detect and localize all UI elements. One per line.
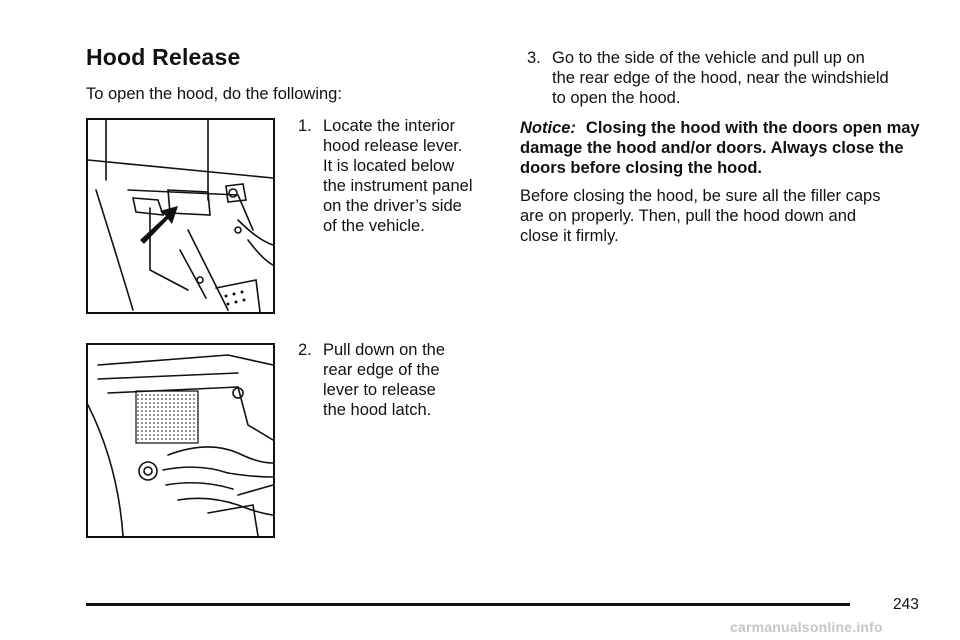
footer-rule [86,603,850,606]
notice-label: Notice: [520,119,576,137]
step-2 [298,340,498,420]
step-1-number: 1. [298,117,312,135]
page-number: 243 [893,596,919,613]
watermark: carmanualsonline.info [730,619,883,635]
hood-release-lever-illustration [86,118,275,314]
page-title: Hood Release [86,44,241,70]
notice-text: Closing the hood with the doors open may damage the hood and/or doors. Always close the doors before closing the hood. [520,119,920,177]
step-2-number: 2. [298,341,312,359]
step-3-text: Go to the side of the vehicle and pull up on the rear edge of the hood, near the windshield to open the hood. [552,49,889,107]
pull-lever-illustration [86,343,275,538]
step-3 [527,48,927,108]
step-1-text: Locate the interior hood release lever. It is located below the instrument panel on the driver’s side of the vehicle. [323,117,473,235]
step-1 [298,116,498,236]
lever-location-drawing [88,120,273,312]
step-3-number: 3. [527,49,541,67]
pull-lever-drawing [88,345,273,536]
intro-text: To open the hood, do the following: [86,85,342,103]
step-2-text: Pull down on the rear edge of the lever to release the hood latch. [323,341,446,419]
closing-instructions: Before closing the hood, be sure all the filler caps are on properly. Then, pull the hood down and close it firmly. [520,187,881,245]
notice-block [520,118,930,178]
